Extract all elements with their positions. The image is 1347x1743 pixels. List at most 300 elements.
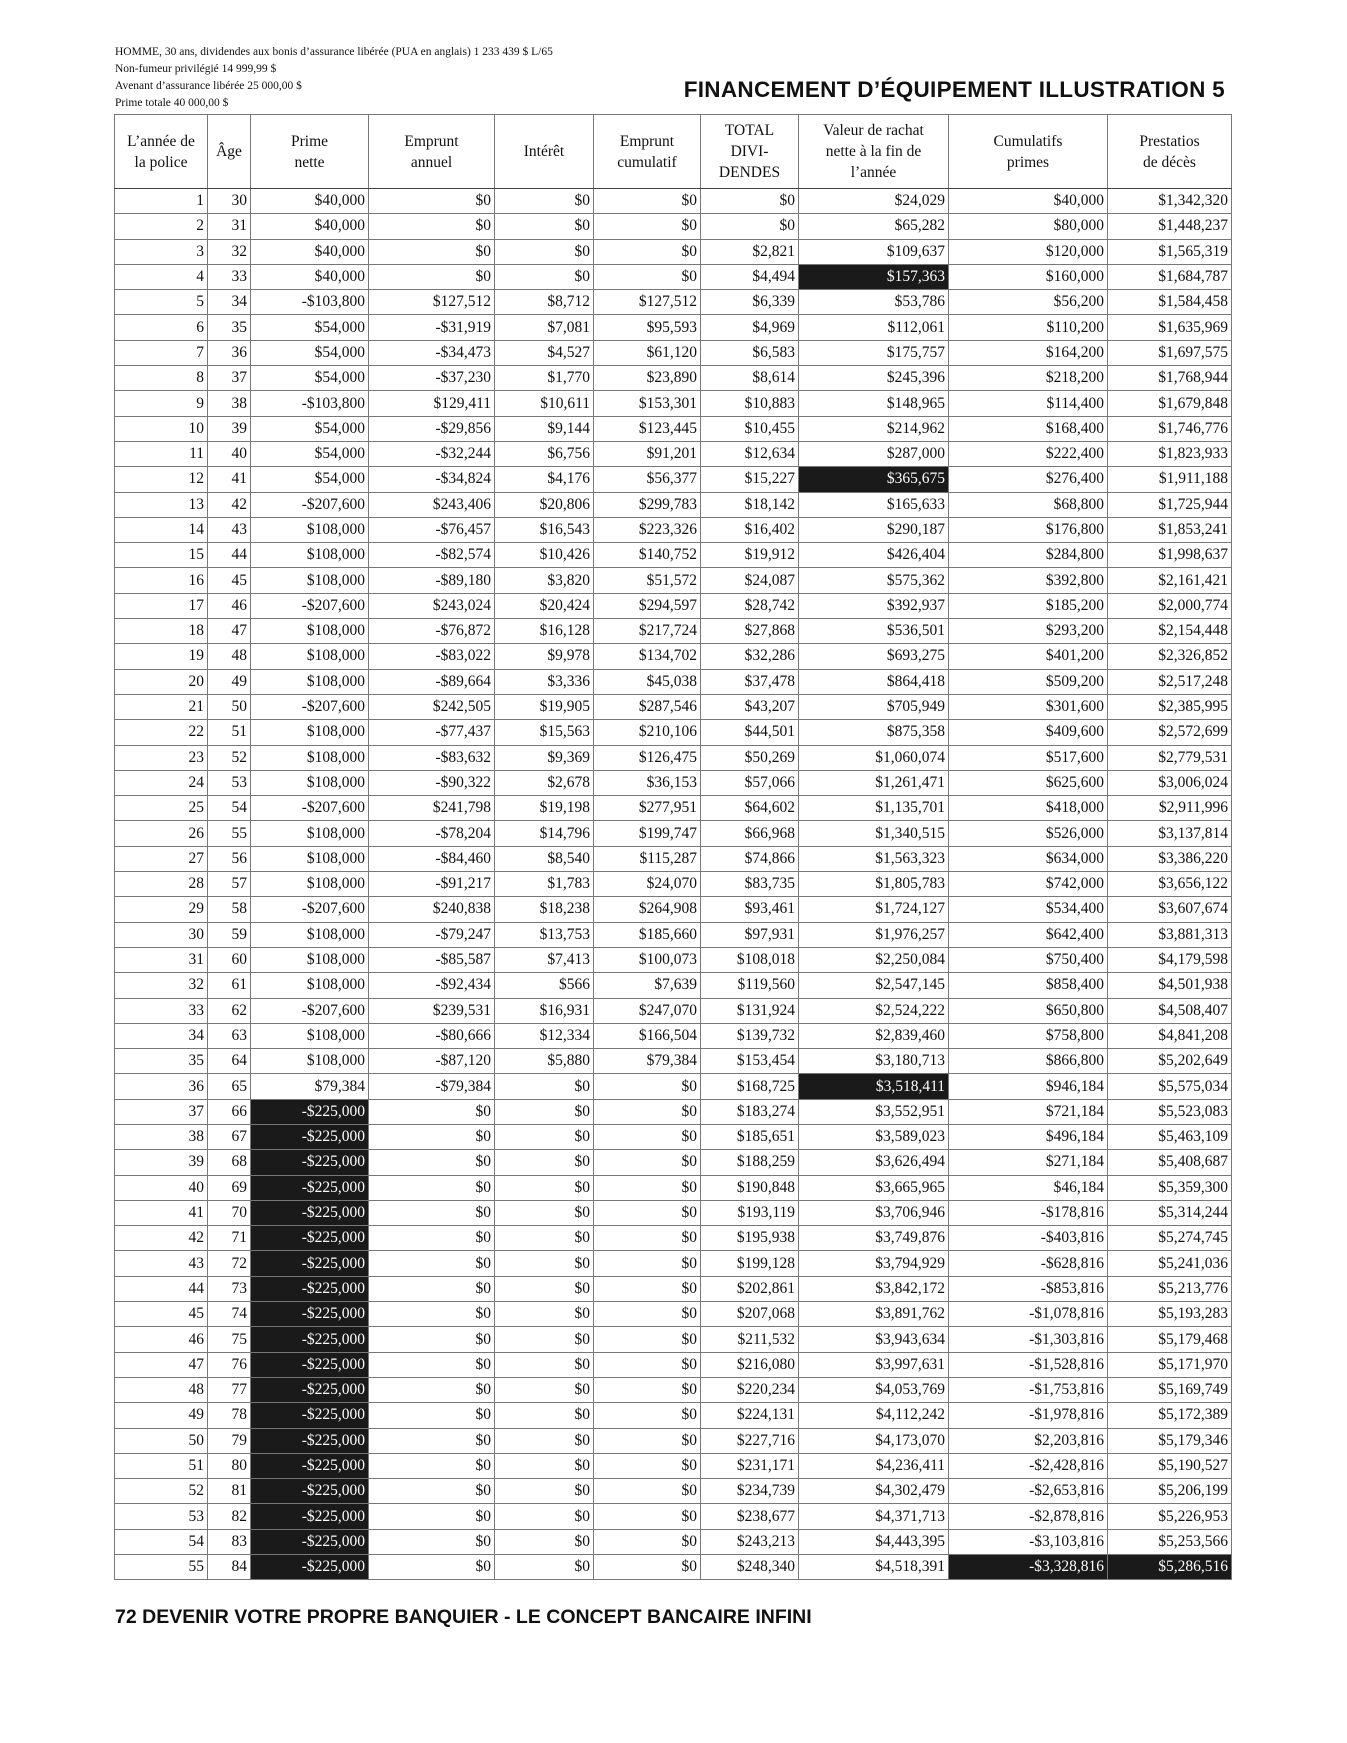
table-cell: -$2,428,816: [949, 1453, 1108, 1478]
table-cell: $175,757: [799, 340, 949, 365]
table-cell: $46,184: [949, 1175, 1108, 1200]
table-row: [115, 1074, 1232, 1099]
table-cell: $139,732: [701, 1023, 799, 1048]
table-row: [115, 1302, 1232, 1327]
table-cell: 42: [208, 492, 251, 517]
table-cell: $0: [594, 1504, 701, 1529]
table-cell: $4,518,391: [799, 1555, 949, 1580]
illustration-table: [114, 114, 1232, 1580]
table-row: [115, 290, 1232, 315]
table-cell: $526,000: [949, 821, 1108, 846]
table-row: [115, 897, 1232, 922]
table-cell: $287,546: [594, 694, 701, 719]
table-cell: $5,179,346: [1108, 1428, 1232, 1453]
table-cell: -$79,384: [369, 1074, 495, 1099]
table-cell: 76: [208, 1352, 251, 1377]
table-cell: $119,560: [701, 973, 799, 998]
table-cell: $216,080: [701, 1352, 799, 1377]
table-cell: $1,584,458: [1108, 290, 1232, 315]
table-cell: $131,924: [701, 998, 799, 1023]
table-cell: -$207,600: [251, 998, 369, 1023]
table-cell: -$77,437: [369, 720, 495, 745]
table-cell: 51: [115, 1453, 208, 1478]
table-cell: $1,679,848: [1108, 391, 1232, 416]
table-cell: 43: [115, 1251, 208, 1276]
table-cell: -$225,000: [251, 1453, 369, 1478]
table-cell: -$853,816: [949, 1276, 1108, 1301]
table-cell: $157,363: [799, 264, 949, 289]
table-cell: -$225,000: [251, 1251, 369, 1276]
table-cell: $0: [594, 189, 701, 214]
table-cell: $517,600: [949, 745, 1108, 770]
table-cell: $5,206,199: [1108, 1479, 1232, 1504]
table-cell: 58: [208, 897, 251, 922]
table-cell: 78: [208, 1403, 251, 1428]
table-cell: $40,000: [251, 189, 369, 214]
table-cell: $3,891,762: [799, 1302, 949, 1327]
table-cell: $0: [369, 1428, 495, 1453]
column-header-line: Prestatios: [1139, 132, 1200, 150]
table-cell: $0: [369, 264, 495, 289]
table-cell: $0: [594, 1099, 701, 1124]
table-cell: $0: [495, 1074, 594, 1099]
table-cell: -$1,303,816: [949, 1327, 1108, 1352]
table-cell: 67: [208, 1124, 251, 1149]
table-cell: $4,179,598: [1108, 947, 1232, 972]
table-cell: $160,000: [949, 264, 1108, 289]
table-cell: $0: [369, 1099, 495, 1124]
table-cell: 33: [115, 998, 208, 1023]
table-cell: $5,880: [495, 1049, 594, 1074]
table-cell: $5,575,034: [1108, 1074, 1232, 1099]
table-cell: $109,637: [799, 239, 949, 264]
table-cell: $534,400: [949, 897, 1108, 922]
table-row: [115, 264, 1232, 289]
table-cell: -$207,600: [251, 897, 369, 922]
column-header-line: DENDES: [718, 164, 781, 181]
table-cell: $0: [369, 1251, 495, 1276]
table-cell: $3,706,946: [799, 1200, 949, 1225]
table-cell: $1,823,933: [1108, 441, 1232, 466]
table-cell: $168,400: [949, 416, 1108, 441]
table-cell: $51,572: [594, 568, 701, 593]
table-cell: $9,369: [495, 745, 594, 770]
table-row: [115, 998, 1232, 1023]
table-cell: $5,314,244: [1108, 1200, 1232, 1225]
table-cell: $61,120: [594, 340, 701, 365]
table-cell: 59: [208, 922, 251, 947]
table-cell: 50: [115, 1428, 208, 1453]
table-cell: $0: [594, 1555, 701, 1580]
table-cell: $3,997,631: [799, 1352, 949, 1377]
table-cell: $115,287: [594, 846, 701, 871]
table-cell: $2,517,248: [1108, 669, 1232, 694]
table-cell: $418,000: [949, 796, 1108, 821]
table-cell: 54: [115, 1529, 208, 1554]
table-cell: -$78,204: [369, 821, 495, 846]
table-cell: $66,968: [701, 821, 799, 846]
table-cell: $108,000: [251, 568, 369, 593]
table-cell: -$89,664: [369, 669, 495, 694]
table-cell: 45: [115, 1302, 208, 1327]
table-cell: 64: [208, 1049, 251, 1074]
table-cell: $10,426: [495, 543, 594, 568]
table-row: [115, 1175, 1232, 1200]
table-cell: $0: [495, 1099, 594, 1124]
table-cell: $5,172,389: [1108, 1403, 1232, 1428]
table-cell: $2,821: [701, 239, 799, 264]
table-cell: $54,000: [251, 340, 369, 365]
table-cell: 42: [115, 1226, 208, 1251]
table-cell: 47: [115, 1352, 208, 1377]
table-cell: $1,976,257: [799, 922, 949, 947]
table-cell: 82: [208, 1504, 251, 1529]
table-cell: $120,000: [949, 239, 1108, 264]
table-cell: $0: [594, 1200, 701, 1225]
table-cell: $112,061: [799, 315, 949, 340]
table-cell: $54,000: [251, 441, 369, 466]
table-cell: $134,702: [594, 644, 701, 669]
table-cell: -$225,000: [251, 1479, 369, 1504]
column-header-line: nette à la fin de: [825, 143, 922, 160]
table-cell: $2,547,145: [799, 973, 949, 998]
table-cell: $4,494: [701, 264, 799, 289]
table-cell: $3,749,876: [799, 1226, 949, 1251]
table-cell: $4,508,407: [1108, 998, 1232, 1023]
table-cell: $5,202,649: [1108, 1049, 1232, 1074]
table-cell: -$1,753,816: [949, 1377, 1108, 1402]
table-cell: $4,302,479: [799, 1479, 949, 1504]
table-cell: $10,455: [701, 416, 799, 441]
table-cell: $50,269: [701, 745, 799, 770]
table-cell: 48: [115, 1377, 208, 1402]
table-cell: $0: [495, 1555, 594, 1580]
table-cell: 2: [115, 214, 208, 239]
table-cell: $0: [369, 1226, 495, 1251]
table-cell: $5,463,109: [1108, 1124, 1232, 1149]
table-cell: $220,234: [701, 1377, 799, 1402]
table-cell: $0: [594, 1529, 701, 1554]
table-cell: 10: [115, 416, 208, 441]
table-row: [115, 1200, 1232, 1225]
table-cell: $239,531: [369, 998, 495, 1023]
table-row: [115, 644, 1232, 669]
table-cell: $123,445: [594, 416, 701, 441]
table-cell: 33: [208, 264, 251, 289]
table-cell: $0: [495, 264, 594, 289]
table-cell: $0: [594, 1479, 701, 1504]
table-cell: $0: [495, 214, 594, 239]
table-cell: $108,000: [251, 517, 369, 542]
table-cell: $148,965: [799, 391, 949, 416]
table-cell: 39: [208, 416, 251, 441]
table-cell: $79,384: [594, 1049, 701, 1074]
table-cell: $227,716: [701, 1428, 799, 1453]
table-cell: -$1,978,816: [949, 1403, 1108, 1428]
table-cell: 5: [115, 290, 208, 315]
table-cell: $0: [594, 1327, 701, 1352]
table-cell: 53: [115, 1504, 208, 1529]
table-cell: 40: [208, 441, 251, 466]
table-cell: $866,800: [949, 1049, 1108, 1074]
table-cell: 40: [115, 1175, 208, 1200]
page-footer: 72 DEVENIR VOTRE PROPRE BANQUIER - LE CONCEPT BANCAIRE INFINI: [115, 1606, 812, 1628]
table-row: [115, 796, 1232, 821]
table-cell: $287,000: [799, 441, 949, 466]
table-cell: $301,600: [949, 694, 1108, 719]
table-cell: 46: [115, 1327, 208, 1352]
table-cell: 48: [208, 644, 251, 669]
table-cell: $56,377: [594, 467, 701, 492]
table-cell: $185,660: [594, 922, 701, 947]
table-cell: $19,905: [495, 694, 594, 719]
table-cell: $1,805,783: [799, 872, 949, 897]
table-cell: $3,589,023: [799, 1124, 949, 1149]
table-cell: $277,951: [594, 796, 701, 821]
table-cell: $5,359,300: [1108, 1175, 1232, 1200]
table-row: [115, 1049, 1232, 1074]
table-cell: 28: [115, 872, 208, 897]
table-cell: $4,501,938: [1108, 973, 1232, 998]
table-cell: $2,326,852: [1108, 644, 1232, 669]
table-cell: 79: [208, 1428, 251, 1453]
table-row: [115, 1428, 1232, 1453]
table-cell: $68,800: [949, 492, 1108, 517]
table-cell: $10,883: [701, 391, 799, 416]
table-cell: $3,180,713: [799, 1049, 949, 1074]
table-cell: $222,400: [949, 441, 1108, 466]
table-cell: $294,597: [594, 593, 701, 618]
table-cell: 51: [208, 720, 251, 745]
table-cell: -$225,000: [251, 1124, 369, 1149]
table-cell: $190,848: [701, 1175, 799, 1200]
table-row: [115, 694, 1232, 719]
table-cell: $4,236,411: [799, 1453, 949, 1478]
table-cell: $1,340,515: [799, 821, 949, 846]
table-cell: $108,000: [251, 770, 369, 795]
table-cell: $5,286,516: [1108, 1555, 1232, 1580]
table-cell: 24: [115, 770, 208, 795]
table-cell: $409,600: [949, 720, 1108, 745]
table-cell: 52: [208, 745, 251, 770]
table-cell: 26: [115, 821, 208, 846]
table-cell: 46: [208, 593, 251, 618]
table-cell: $1,998,637: [1108, 543, 1232, 568]
table-cell: $108,000: [251, 821, 369, 846]
table-cell: -$80,666: [369, 1023, 495, 1048]
table-cell: $7,413: [495, 947, 594, 972]
table-cell: $8,712: [495, 290, 594, 315]
table-cell: $93,461: [701, 897, 799, 922]
table-cell: -$1,528,816: [949, 1352, 1108, 1377]
table-cell: $1,060,074: [799, 745, 949, 770]
table-cell: $6,339: [701, 290, 799, 315]
table-cell: $3,665,965: [799, 1175, 949, 1200]
table-cell: $864,418: [799, 669, 949, 694]
table-cell: $240,838: [369, 897, 495, 922]
table-cell: $56,200: [949, 290, 1108, 315]
table-cell: 32: [115, 973, 208, 998]
table-cell: 15: [115, 543, 208, 568]
table-cell: 60: [208, 947, 251, 972]
table-cell: $54,000: [251, 366, 369, 391]
table-cell: $0: [495, 1302, 594, 1327]
table-cell: $0: [594, 1377, 701, 1402]
table-cell: $0: [369, 214, 495, 239]
table-cell: 71: [208, 1226, 251, 1251]
table-cell: 41: [208, 467, 251, 492]
table-cell: $16,543: [495, 517, 594, 542]
table-cell: -$225,000: [251, 1403, 369, 1428]
table-cell: $6,583: [701, 340, 799, 365]
table-cell: $3,820: [495, 568, 594, 593]
table-cell: $8,540: [495, 846, 594, 871]
table-cell: $0: [495, 1175, 594, 1200]
table-cell: $108,000: [251, 1049, 369, 1074]
column-header-line: L’année de: [127, 132, 195, 150]
table-cell: $153,301: [594, 391, 701, 416]
table-cell: $634,000: [949, 846, 1108, 871]
column-header-line: Valeur de rachat: [823, 122, 924, 139]
table-cell: 66: [208, 1099, 251, 1124]
table-cell: $108,000: [251, 947, 369, 972]
table-cell: 43: [208, 517, 251, 542]
table-cell: $0: [495, 1200, 594, 1225]
table-cell: $4,173,070: [799, 1428, 949, 1453]
table-row: [115, 770, 1232, 795]
table-cell: 61: [208, 973, 251, 998]
table-cell: $199,128: [701, 1251, 799, 1276]
table-cell: $0: [495, 1403, 594, 1428]
table-cell: $0: [495, 1276, 594, 1301]
table-cell: -$83,632: [369, 745, 495, 770]
table-cell: $0: [369, 1403, 495, 1428]
table-cell: 9: [115, 391, 208, 416]
table-cell: 4: [115, 264, 208, 289]
table-cell: $2,839,460: [799, 1023, 949, 1048]
table-cell: -$2,653,816: [949, 1479, 1108, 1504]
table-row: [115, 922, 1232, 947]
table-cell: $2,572,699: [1108, 720, 1232, 745]
column-header-line: Prime: [290, 132, 329, 150]
table-cell: $1,684,787: [1108, 264, 1232, 289]
table-cell: -$225,000: [251, 1226, 369, 1251]
column-header-line: primes: [1006, 153, 1050, 171]
table-row: [115, 214, 1232, 239]
table-cell: $742,000: [949, 872, 1108, 897]
table-cell: 1: [115, 189, 208, 214]
table-cell: 38: [208, 391, 251, 416]
table-cell: $3,336: [495, 669, 594, 694]
table-cell: $44,501: [701, 720, 799, 745]
table-cell: $243,213: [701, 1529, 799, 1554]
table-cell: $188,259: [701, 1150, 799, 1175]
table-cell: $0: [701, 189, 799, 214]
header-note-line: HOMME, 30 ans, dividendes aux bonis d’assurance libérée (PUA en anglais) 1 233 439 $ L/65: [115, 46, 553, 58]
table-cell: $108,000: [251, 644, 369, 669]
table-cell: 49: [208, 669, 251, 694]
table-cell: $231,171: [701, 1453, 799, 1478]
header-note-line: Prime totale 40 000,00 $: [115, 97, 229, 109]
table-cell: $0: [369, 1377, 495, 1402]
table-cell: -$225,000: [251, 1099, 369, 1124]
column-header-line: Emprunt: [619, 132, 675, 150]
table-cell: 47: [208, 619, 251, 644]
table-cell: $54,000: [251, 315, 369, 340]
column-header: [701, 115, 799, 189]
table-cell: $129,411: [369, 391, 495, 416]
column-header-line: annuel: [410, 153, 453, 171]
table-cell: $0: [369, 1124, 495, 1149]
table-cell: $7,081: [495, 315, 594, 340]
table-cell: -$225,000: [251, 1352, 369, 1377]
table-cell: $401,200: [949, 644, 1108, 669]
table-row: [115, 947, 1232, 972]
table-cell: $0: [369, 1352, 495, 1377]
table-cell: $1,565,319: [1108, 239, 1232, 264]
table-cell: $625,600: [949, 770, 1108, 795]
table-cell: $4,053,769: [799, 1377, 949, 1402]
table-cell: $0: [495, 1377, 594, 1402]
table-cell: $210,106: [594, 720, 701, 745]
table-cell: $0: [495, 1479, 594, 1504]
table-row: [115, 1124, 1232, 1149]
table-cell: $0: [369, 1200, 495, 1225]
table-cell: $37,478: [701, 669, 799, 694]
table-cell: $40,000: [949, 189, 1108, 214]
table-cell: $0: [594, 214, 701, 239]
table-cell: $165,633: [799, 492, 949, 517]
table-cell: $28,742: [701, 593, 799, 618]
table-cell: 83: [208, 1529, 251, 1554]
table-cell: $3,386,220: [1108, 846, 1232, 871]
column-header-line: nette: [294, 153, 325, 171]
table-cell: -$3,328,816: [949, 1555, 1108, 1580]
table-cell: $108,000: [251, 720, 369, 745]
table-cell: $1,770: [495, 366, 594, 391]
table-cell: -$83,022: [369, 644, 495, 669]
table-cell: 81: [208, 1479, 251, 1504]
table-row: [115, 517, 1232, 542]
table-cell: $0: [594, 1150, 701, 1175]
table-cell: -$225,000: [251, 1555, 369, 1580]
table-cell: -$103,800: [251, 391, 369, 416]
table-cell: $0: [495, 239, 594, 264]
table-cell: $207,068: [701, 1302, 799, 1327]
table-cell: $108,000: [251, 846, 369, 871]
table-cell: $195,938: [701, 1226, 799, 1251]
table-cell: 52: [115, 1479, 208, 1504]
column-header-line: DIVI-: [730, 143, 769, 160]
table-cell: -$628,816: [949, 1251, 1108, 1276]
table-cell: 37: [115, 1099, 208, 1124]
table-cell: $2,250,084: [799, 947, 949, 972]
table-row: [115, 1327, 1232, 1352]
table-cell: $43,207: [701, 694, 799, 719]
table-cell: $0: [594, 1302, 701, 1327]
table-cell: 37: [208, 366, 251, 391]
table-cell: $3,943,634: [799, 1327, 949, 1352]
table-cell: -$89,180: [369, 568, 495, 593]
table-row: [115, 1226, 1232, 1251]
table-cell: $20,806: [495, 492, 594, 517]
table-cell: $5,213,776: [1108, 1276, 1232, 1301]
table-cell: -$37,230: [369, 366, 495, 391]
table-cell: 31: [208, 214, 251, 239]
table-cell: -$32,244: [369, 441, 495, 466]
table-cell: 3: [115, 239, 208, 264]
table-cell: $80,000: [949, 214, 1108, 239]
